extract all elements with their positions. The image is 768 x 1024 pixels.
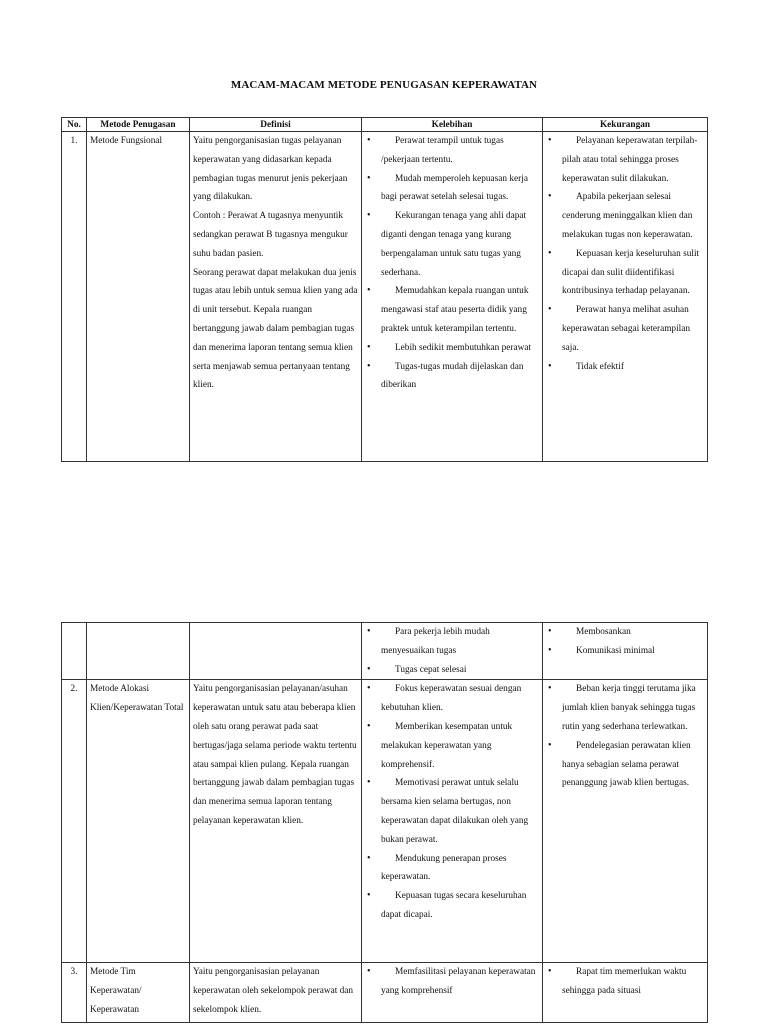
list-item: • Perawat hanya melihat asuhan keperawatan sebagai keterampilan saja.: [546, 301, 704, 357]
definition-paragraph: Yaitu pengorganisasian pelayanan keperawatan oleh sekelompok perawat dan sekelompok klien.: [193, 967, 354, 1015]
list-item: • Tugas cepat selesai: [365, 661, 539, 680]
list-item: • Rapat tim memerlukan waktu sehingga pada situasi: [546, 963, 704, 1001]
header-metode: Metode Penugasan: [87, 118, 190, 132]
advantages-cell: [362, 132, 543, 462]
definition-paragraph: Yaitu pengorganisasian pelayanan/asuhan keperawatan untuk satu atau beberapa klien oleh satu orang perawat pada saat bertugas/jaga selama periode waktu tertentu atau sampai klien pulang. Kepala ruangan bertanggung jawab dalam pembagian tugas dan menerima semua laporan tentang pelayanan keperawatan klien.: [193, 684, 357, 826]
list-item: • Tugas-tugas mudah dijelaskan dan diberikan: [365, 358, 539, 396]
list-item: • Kekurangan tenaga yang ahli dapat diganti dengan tenaga yang kurang berpengalaman untuk satu tugas yang sederhana.: [365, 207, 539, 282]
list-item: • Memberikan kesempatan untuk melakukan keperawatan yang komprehensif.: [365, 718, 539, 774]
list-item: • Apabila pekerjaan selesai cenderung meninggalkan klien dan melakukan tugas non keperawatan.: [546, 188, 704, 244]
list-item: • Mendukung penerapan proses keperawatan.: [365, 850, 539, 888]
disadvantages-cell: [543, 680, 708, 963]
table-row: [62, 132, 708, 462]
list-item: • Beban kerja tinggi terutama jika jumlah klien banyak sehingga tugas rutin yang sederhana terlewatkan.: [546, 680, 704, 736]
page-title: MACAM-MACAM METODE PENUGASAN KEPERAWATAN: [230, 79, 538, 91]
list-item: • Perawat terampil untuk tugas /pekerjaan tertentu.: [365, 132, 539, 170]
list-item: • Komunikasi minimal: [546, 642, 704, 661]
advantages-cell: [362, 623, 543, 680]
definition-paragraph: Contoh : Perawat A tugasnya menyuntik sedangkan perawat B tugasnya mengukur suhu badan pasien.: [193, 211, 348, 259]
list-item: • Tidak efektif: [546, 358, 704, 377]
row-number: 3.: [62, 963, 87, 1023]
definition-paragraph: Yaitu pengorganisasian tugas pelayanan keperawatan yang didasarkan kepada pembagian tugas menurut jenis pekerjaan yang dilakukan.: [193, 136, 348, 203]
row-number: 2.: [62, 680, 87, 963]
methods-table: [61, 117, 708, 462]
table-header-row: [62, 118, 708, 132]
list-item: • Membosankan: [546, 623, 704, 642]
list-item: • Fokus keperawatan sesuai dengan kebutuhan klien.: [365, 680, 539, 718]
table-row: [62, 963, 708, 1023]
list-item: • Memudahkan kepala ruangan untuk mengawasi staf atau peserta didik yang praktek untuk keterampilan tertentu.: [365, 282, 539, 338]
method-name: Metode Alokasi Klien/Keperawatan Total: [87, 680, 190, 963]
advantages-cell: [362, 680, 543, 963]
header-definisi: Definisi: [190, 118, 362, 132]
list-item: • Para pekerja lebih mudah menyesuaikan tugas: [365, 623, 539, 661]
method-name: Metode Fungsional: [87, 132, 190, 462]
row-number: 1.: [62, 132, 87, 462]
disadvantages-cell: [543, 963, 708, 1023]
definition-cell: [190, 132, 362, 462]
list-item: • Memotivasi perawat untuk selalu bersama kien selama bertugas, non keperawatan dapat dilakukan oleh yang bukan perawat.: [365, 774, 539, 849]
table-row: [62, 623, 708, 680]
list-item: • Pelayanan keperawatan terpilah-pilah atau total sehingga proses keperawatan sulit dilakukan.: [546, 132, 704, 188]
definition-cell: [190, 680, 362, 963]
header-kekurangan: Kekurangan: [543, 118, 708, 132]
list-item: • Lebih sedikit membutuhkan perawat: [365, 339, 539, 358]
header-no: No.: [62, 118, 87, 132]
list-item: • Kepuasan tugas secara keseluruhan dapat dicapai.: [365, 887, 539, 925]
list-item: • Mudah memperoleh kepuasan kerja bagi perawat setelah selesai tugas.: [365, 170, 539, 208]
advantages-cell: [362, 963, 543, 1023]
disadvantages-cell: [543, 623, 708, 680]
table-row: [62, 680, 708, 963]
definition-paragraph: Seorang perawat dapat melakukan dua jenis tugas atau lebih untuk semua klien yang ada di unit tersebut. Kepala ruangan bertanggung jawab dalam pembagian tugas dan menerima laporan tentang semua klien serta menjawab semua pertanyaan tentang klien.: [193, 267, 358, 391]
list-item: • Pendelegasian perawatan klien hanya sebagian selama perawat penanggung jawab klien bertugas.: [546, 737, 704, 793]
disadvantages-cell: [543, 132, 708, 462]
list-item: • Kepuasan kerja keseluruhan sulit dicapai dan sulit diidentifikasi kontribusinya terhadap pelayanan.: [546, 245, 704, 301]
methods-table-continued: [61, 622, 708, 1023]
method-name: Metode Tim Keperawatan/ Keperawatan: [87, 963, 190, 1023]
definition-cell: [190, 963, 362, 1023]
list-item: • Memfasilitasi pelayanan keperawatan yang komprehensif: [365, 963, 539, 1001]
header-kelebihan: Kelebihan: [362, 118, 543, 132]
